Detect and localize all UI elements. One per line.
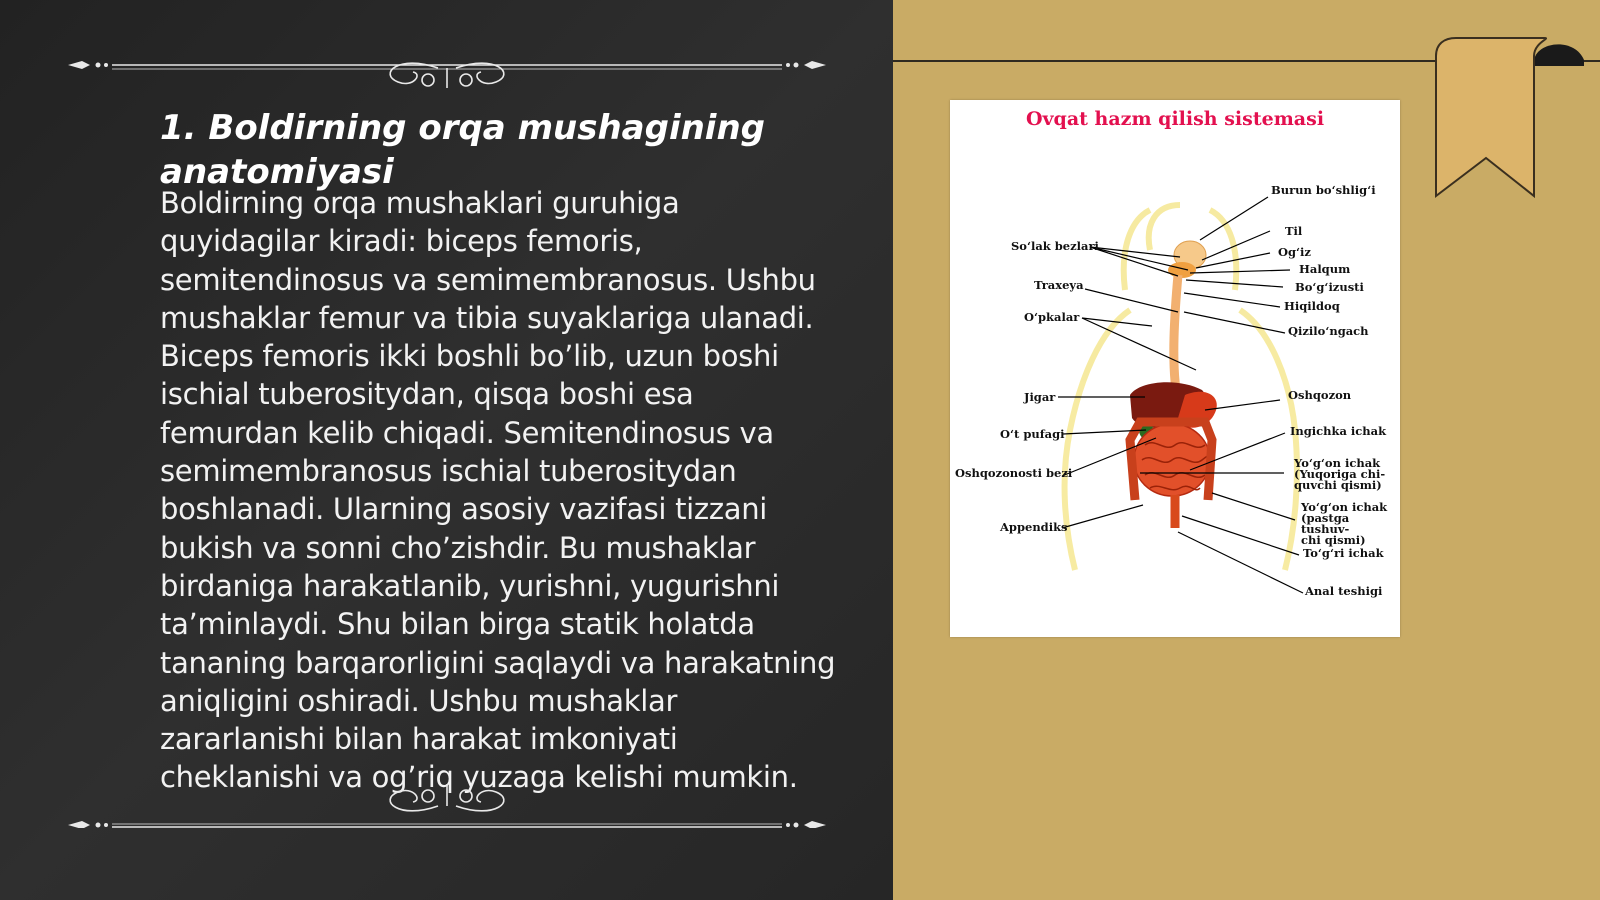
label-ingichka-ichak: Ingichka ichak xyxy=(1290,424,1387,438)
label-ot-pufagi: O‘t pufagi xyxy=(1000,427,1065,441)
label-bogizusti: Bo‘g‘izusti xyxy=(1295,280,1364,294)
label-til: Til xyxy=(1285,224,1303,238)
label-oshqozonosti-bezi: Oshqozonosti bezi xyxy=(955,466,1073,480)
bookmark-ribbon-icon xyxy=(1434,36,1594,201)
slide-body-text: Boldirning orqa mushaklari guruhiga quyidagilar kiradi: biceps femoris, semitendinosus va semimembranosus. Ushbu mushaklar femur va tibia suyaklariga ulanadi. Biceps femoris ikki boshli bo’lib, uzun boshi ischial tuberositydan, qisqa boshi esa femurdan kelib chiqadi. Semitendinosus va semimembranosus ischial tuberositydan boshlanadi. Ularning asosiy vazifasi tizzani bukish va sonni cho’zishdir. Bu mushaklar birdaniga harakatlanib, yurishni, yugurishni ta’minlaydi. Shu bilan birga statik holatda tananing barqarorligini saqlaydi va harakatning aniqligini oshiradi. Ushbu mushaklar zararlanishi bilan harakat imkoniyati cheklanishi va og’riq yuzaga kelishi mumkin. xyxy=(160,186,836,795)
label-halqum: Halqum xyxy=(1299,262,1351,276)
label-ogiz: Og‘iz xyxy=(1278,245,1311,259)
label-jigar: Jigar xyxy=(1024,390,1056,404)
label-traxeya: Traxeya xyxy=(1034,278,1084,292)
label-anal-teshigi: Anal teshigi xyxy=(1305,584,1383,598)
label-oshqozon: Oshqozon xyxy=(1288,388,1352,402)
label-appendiks: Appendiks xyxy=(1000,520,1068,534)
label-yogon-ichak-yuqoriga: Yo‘g‘on ichak (Yuqoriga chi- quvchi qismi) xyxy=(1294,456,1386,492)
top-ornament-divider xyxy=(68,44,826,90)
figure-title: Ovqat hazm qilish sistemasi xyxy=(1025,108,1325,130)
label-hiqildoq: Hiqildoq xyxy=(1284,299,1340,313)
label-qizilongach: Qizilo‘ngach xyxy=(1288,324,1369,338)
bottom-ornament-divider xyxy=(68,782,826,828)
label-solak-bezlari: So‘lak bezlari xyxy=(1011,239,1099,253)
label-yogon-ichak-pastga: Yo‘g‘on ichak (pastga tushuv- chi qismi) xyxy=(1301,500,1388,547)
slide-title: 1. Boldirning orqa mushagining anatomiyasi xyxy=(160,108,765,192)
label-burun-boshligi: Burun bo‘shlig‘i xyxy=(1271,183,1376,197)
label-togri-ichak: To‘g‘ri ichak xyxy=(1303,546,1384,560)
digestive-system-figure xyxy=(950,100,1400,637)
label-opkalar: O‘pkalar xyxy=(1024,310,1080,324)
